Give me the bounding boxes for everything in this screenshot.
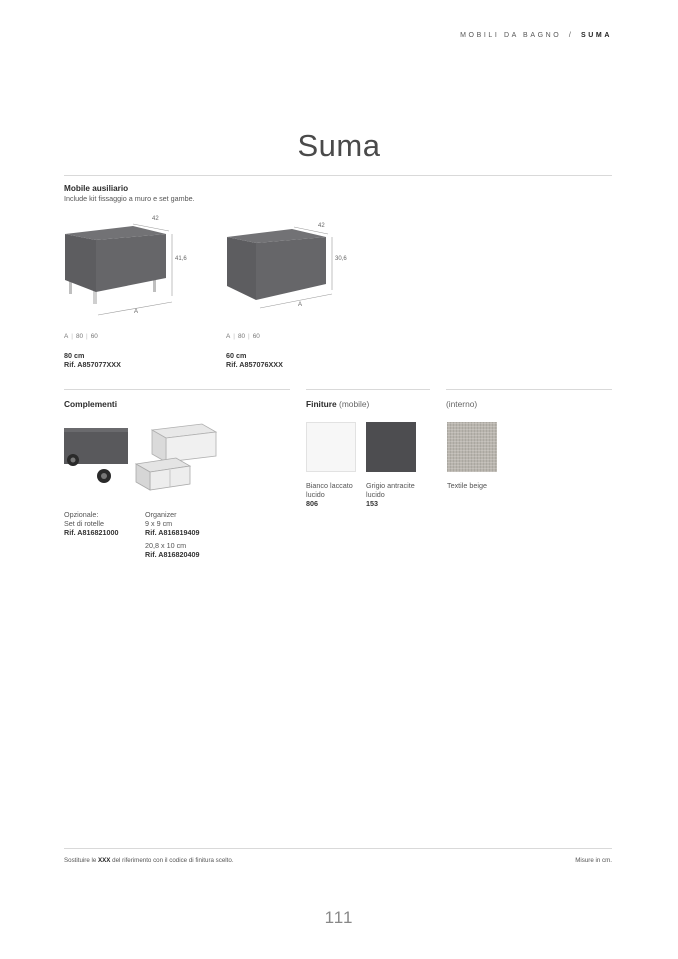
sizes-label: A bbox=[64, 333, 69, 340]
swatch-bianco bbox=[306, 422, 356, 472]
product-drawing-60 bbox=[218, 212, 358, 320]
organizer-ref-1: Rif. A816819409 bbox=[145, 528, 200, 538]
organizer-caption bbox=[145, 510, 199, 559]
sizes-label: A bbox=[226, 333, 231, 340]
dim-height-label: 30,6 bbox=[335, 256, 347, 262]
swatch-name-line2: lucido bbox=[366, 490, 385, 500]
organizer-image bbox=[132, 422, 218, 492]
header-separator: / bbox=[568, 32, 574, 39]
size-option: 60 bbox=[90, 333, 98, 340]
section-heading-complementi: Complementi bbox=[64, 399, 118, 409]
organizer-label: Organizer bbox=[145, 510, 177, 519]
header-category: MOBILI DA BAGNO bbox=[460, 32, 562, 39]
footer-note-xxx: XXX bbox=[98, 857, 111, 864]
product-caption bbox=[64, 351, 121, 369]
product-caption bbox=[226, 351, 283, 369]
swatch-caption bbox=[447, 481, 487, 490]
optional-item: Set di rotelle bbox=[64, 519, 104, 529]
swatch-code: 153 bbox=[366, 499, 378, 509]
cabinet-with-legs-illustration bbox=[56, 212, 196, 320]
size-option: 80 bbox=[237, 333, 246, 340]
swatch-caption bbox=[306, 481, 353, 509]
wheels-image bbox=[62, 422, 130, 488]
product-drawing-80 bbox=[56, 212, 196, 320]
swatch-name-line2: lucido bbox=[306, 490, 325, 500]
swatch-grigio-antracite bbox=[366, 422, 416, 472]
organizer-ref-2: Rif. A816820409 bbox=[145, 549, 200, 559]
swatch-name-line1: Bianco laccato bbox=[306, 481, 353, 490]
footer-divider bbox=[64, 848, 612, 849]
swatch-caption bbox=[366, 481, 415, 509]
size-option: 60 bbox=[252, 333, 260, 340]
optional-ref: Rif. A816821000 bbox=[64, 528, 119, 538]
product-ref: Rif. A857076XXX bbox=[226, 360, 283, 370]
section-heading-mobile-ausiliario: Mobile ausiliario bbox=[64, 184, 129, 193]
swatch-name-line1: Grigio antracite bbox=[366, 481, 415, 490]
organizer-illustration bbox=[132, 422, 218, 492]
complementi-divider bbox=[64, 389, 290, 390]
sizes-row: A | 80 | 60 bbox=[226, 333, 260, 340]
dim-depth-label: 42 bbox=[318, 223, 325, 229]
section-heading-finiture bbox=[306, 399, 369, 409]
interno-divider bbox=[446, 389, 612, 390]
finiture-divider bbox=[306, 389, 430, 390]
header-product: SUMA bbox=[580, 32, 612, 39]
cabinet-wall-illustration bbox=[218, 212, 358, 320]
swatch-code: 806 bbox=[306, 499, 318, 509]
dim-width-label: A bbox=[298, 302, 303, 308]
finiture-suffix: (mobile) bbox=[339, 399, 370, 409]
rotelle-illustration bbox=[62, 422, 130, 488]
sizes-row: A | 80 | 60 bbox=[64, 333, 98, 340]
footer-note-post: del riferimento con il codice di finitura scelto. bbox=[110, 857, 234, 864]
section-heading-interno bbox=[446, 399, 477, 409]
running-header bbox=[460, 32, 612, 39]
optional-wheels-caption bbox=[64, 510, 118, 538]
dim-width-label: A bbox=[134, 309, 139, 315]
section-subheading: Include kit fissaggio a muro e set gambe. bbox=[64, 194, 195, 203]
product-width: 80 cm bbox=[64, 351, 85, 360]
footer-note bbox=[64, 857, 234, 864]
finiture-title: Finiture bbox=[306, 399, 337, 409]
footer-note-pre: Sostituire le bbox=[64, 857, 99, 864]
size-option: 80 bbox=[75, 333, 84, 340]
dim-depth-label: 42 bbox=[152, 216, 159, 222]
page-title: Suma bbox=[297, 128, 381, 163]
interno-title: (interno) bbox=[446, 399, 478, 409]
page-number: 111 bbox=[324, 908, 354, 927]
organizer-size-2: 20,8 x 10 cm bbox=[145, 540, 187, 550]
title-divider bbox=[64, 175, 612, 176]
product-width: 60 cm bbox=[226, 351, 247, 360]
footer-units: Misure in cm. bbox=[575, 857, 612, 864]
organizer-size-1: 9 x 9 cm bbox=[145, 519, 173, 529]
swatch-textile-beige bbox=[447, 422, 497, 472]
optional-label: Opzionale: bbox=[64, 510, 99, 519]
product-ref: Rif. A857077XXX bbox=[64, 360, 121, 370]
swatch-name: Textile beige bbox=[447, 481, 487, 490]
dim-height-label: 41,6 bbox=[175, 256, 187, 262]
